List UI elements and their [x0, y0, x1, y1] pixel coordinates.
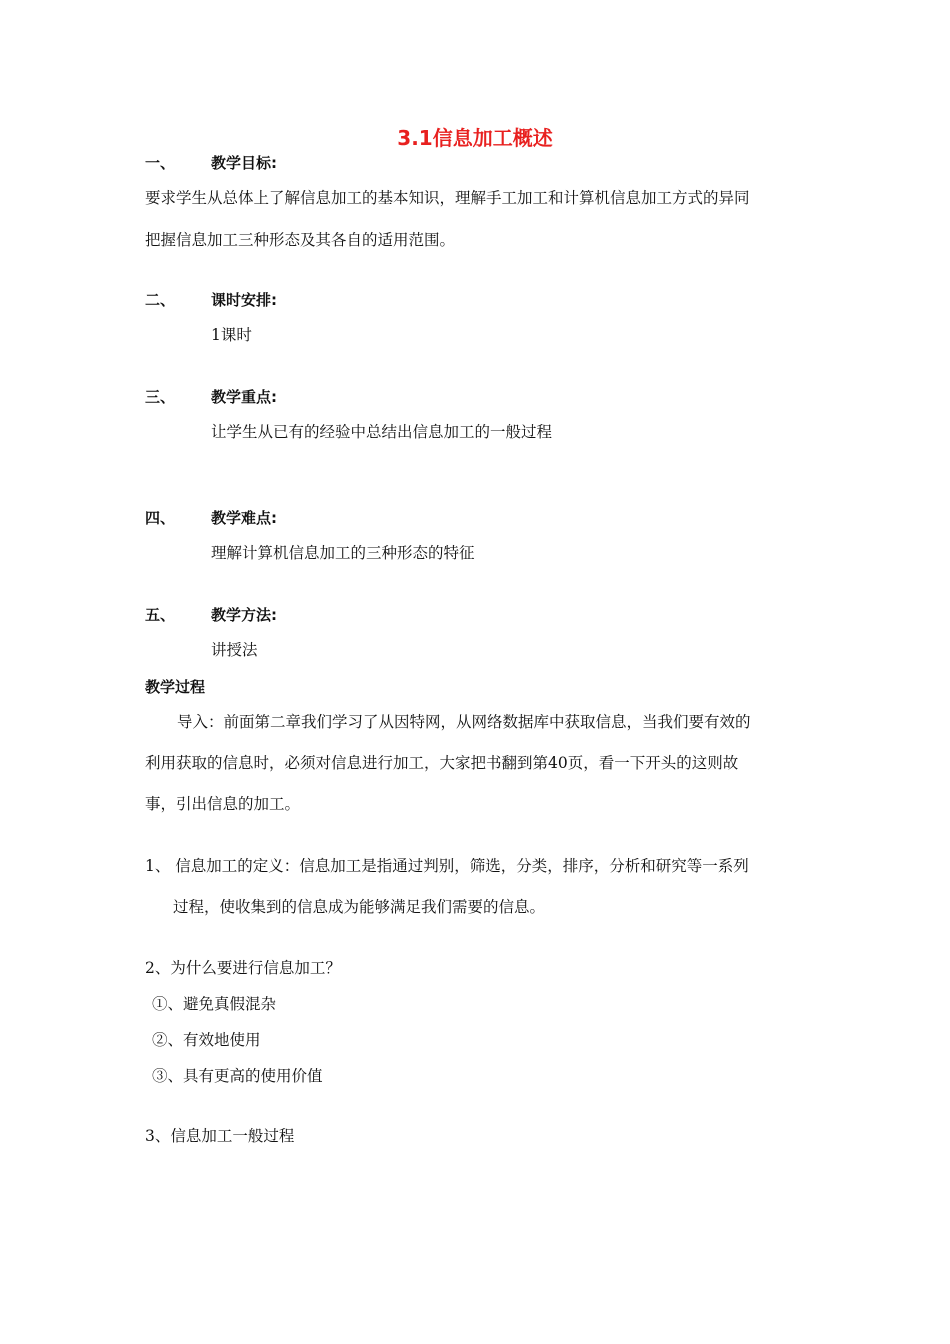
section-4-heading: 教学难点: — [211, 509, 277, 527]
section-5-heading: 教学方法: — [211, 606, 277, 624]
intro-line-2: 利用获取的信息时，必须对信息进行加工，大家把书翻到第40页，看一下开头的这则故 — [145, 754, 739, 772]
process-heading: 教学过程 — [145, 678, 206, 696]
section-4-number: 四、 — [145, 509, 176, 527]
intro-line-1: 导入：前面第二章我们学习了从因特网，从网络数据库中获取信息，当我们要有效的 — [177, 713, 751, 731]
reason-2: ②、有效地使用 — [152, 1031, 261, 1049]
section-2-line-1: 1课时 — [211, 326, 252, 344]
item-2-question: 2、为什么要进行信息加工？ — [145, 959, 341, 977]
reason-1: ①、避免真假混杂 — [152, 995, 277, 1013]
section-2-number: 二、 — [145, 291, 176, 309]
section-3-heading: 教学重点: — [211, 388, 277, 406]
section-5-number: 五、 — [145, 606, 176, 624]
section-3-line-1: 让学生从已有的经验中总结出信息加工的一般过程 — [211, 423, 553, 441]
section-1-line-1: 要求学生从总体上了解信息加工的基本知识，理解手工加工和计算机信息加工方式的异同 — [145, 189, 750, 207]
section-3-number: 三、 — [145, 388, 176, 406]
intro-line-3: 事，引出信息的加工。 — [145, 795, 301, 813]
page-title: 3.1信息加工概述 — [397, 126, 553, 150]
section-1-number: 一、 — [145, 154, 176, 172]
item-1-line-1: 1、 信息加工的定义：信息加工是指通过判别，筛选，分类，排序，分析和研究等一系列 — [145, 857, 749, 875]
section-1-heading: 教学目标: — [211, 154, 277, 172]
section-4-line-1: 理解计算机信息加工的三种形态的特征 — [211, 544, 475, 562]
section-1-line-2: 把握信息加工三种形态及其各自的适用范围。 — [145, 231, 456, 249]
item-3: 3、信息加工一般过程 — [145, 1127, 295, 1145]
reason-3: ③、具有更高的使用价值 — [152, 1067, 323, 1085]
section-5-line-1: 讲授法 — [211, 641, 258, 659]
item-1-line-2: 过程，使收集到的信息成为能够满足我们需要的信息。 — [173, 898, 546, 916]
section-2-heading: 课时安排: — [211, 291, 277, 309]
